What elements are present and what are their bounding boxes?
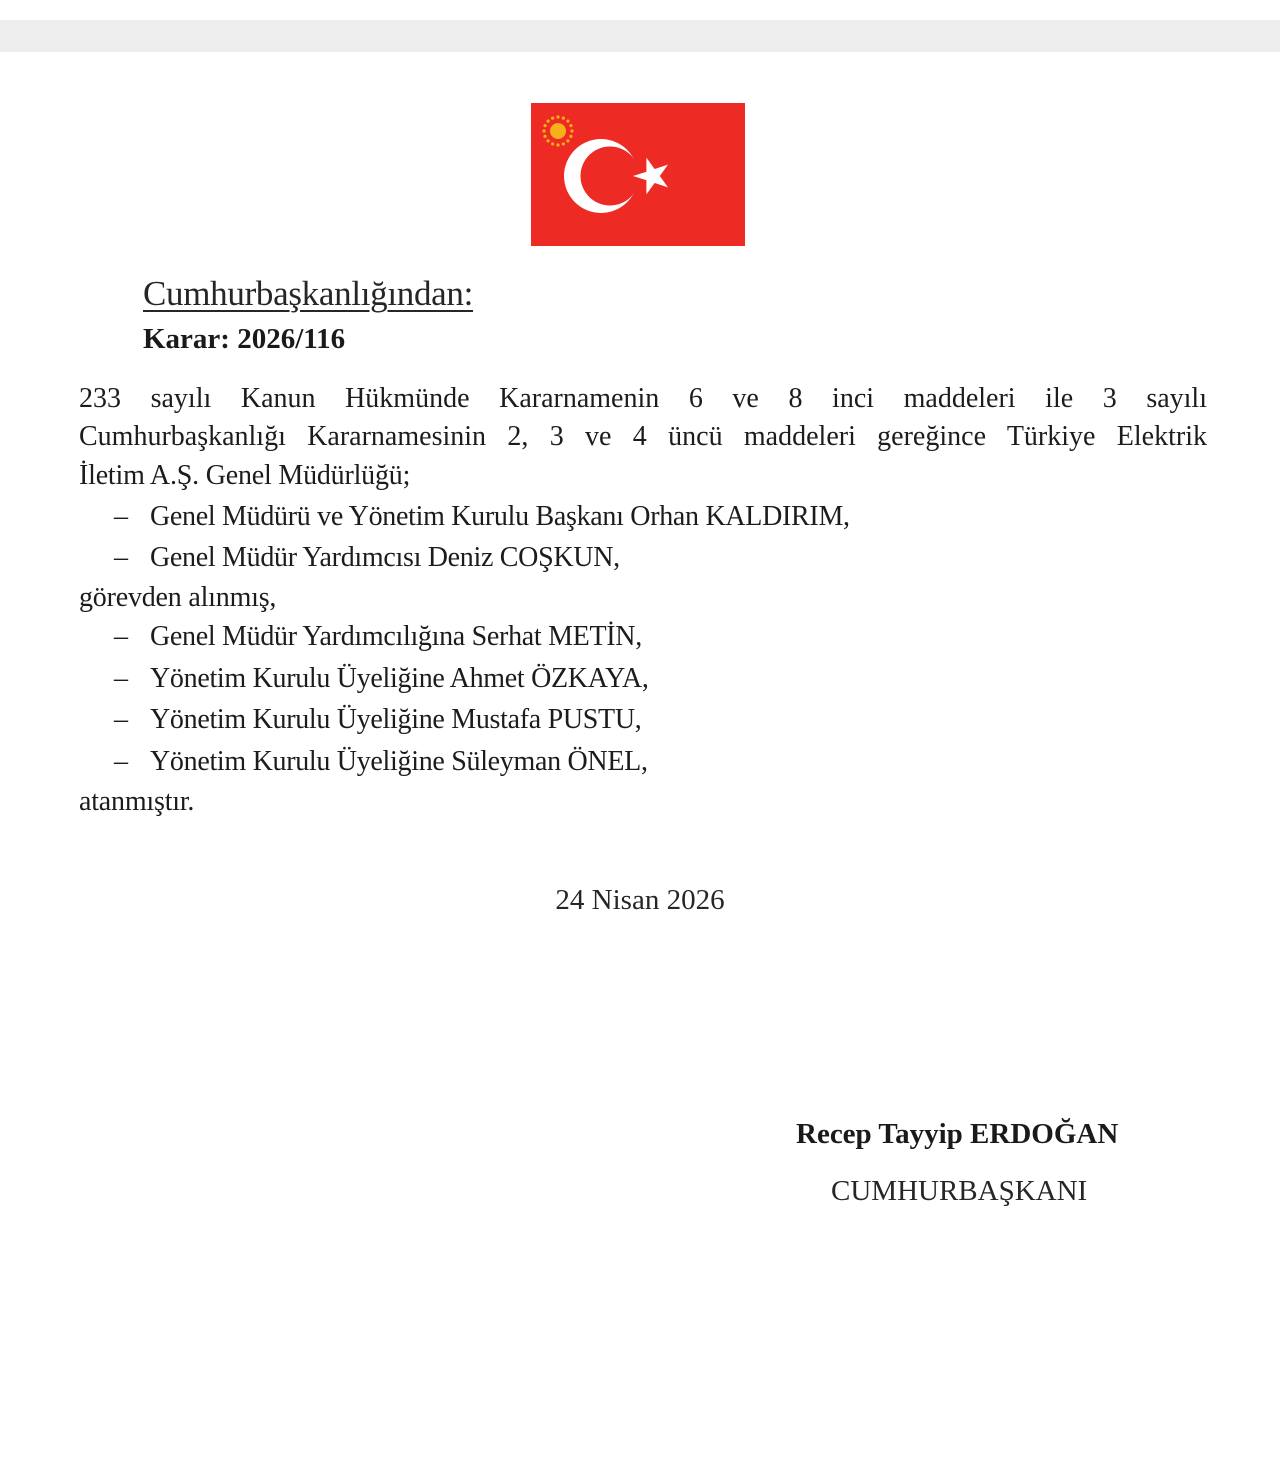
appointment-text: Yönetim Kurulu Üyeliğine Ahmet ÖZKAYA, xyxy=(150,663,649,694)
dismissal-conclusion: görevden alınmış, xyxy=(79,582,277,613)
appointment-conclusion: atanmıştır. xyxy=(79,786,195,817)
signatory-name: Recep Tayyip ERDOĞAN xyxy=(796,1118,1119,1150)
crescent-inner xyxy=(581,147,640,206)
dismissal-text: Genel Müdürü ve Yönetim Kurulu Başkanı Orhan KALDIRIM, xyxy=(150,501,850,532)
emblem-star xyxy=(547,120,550,123)
presidential-flag-icon xyxy=(531,103,745,246)
emblem-star xyxy=(566,120,569,123)
emblem-star xyxy=(562,116,565,119)
appointment-text: Genel Müdür Yardımcılığına Serhat METİN, xyxy=(150,621,642,652)
intro-line-1: 233 sayılı Kanun Hükmünde Kararnamenin 6 ve 8 inci maddeleri ile 3 sayılı xyxy=(79,383,1207,414)
intro-line-3: İletim A.Ş. Genel Müdürlüğü; xyxy=(79,460,411,491)
dash-bullet: – xyxy=(114,704,128,735)
dismissal-item xyxy=(114,501,850,533)
appointment-item xyxy=(114,621,642,653)
emblem-star xyxy=(570,129,573,132)
document-date: 24 Nisan 2026 xyxy=(555,884,725,916)
emblem-star xyxy=(556,115,559,118)
emblem-star xyxy=(542,129,545,132)
dismissal-text: Genel Müdür Yardımcısı Deniz COŞKUN, xyxy=(150,542,620,573)
emblem-star xyxy=(562,142,565,145)
signatory-title: CUMHURBAŞKANI xyxy=(831,1175,1088,1207)
emblem-star xyxy=(543,124,546,127)
emblem-star xyxy=(569,124,572,127)
emblem-star xyxy=(566,139,569,142)
decision-number: Karar: 2026/116 xyxy=(143,323,346,355)
dash-bullet: – xyxy=(114,663,128,694)
emblem-star xyxy=(551,142,554,145)
emblem-star xyxy=(569,135,572,138)
emblem-star xyxy=(547,139,550,142)
appointment-text: Yönetim Kurulu Üyeliğine Süleyman ÖNEL, xyxy=(150,746,648,777)
appointment-text: Yönetim Kurulu Üyeliğine Mustafa PUSTU, xyxy=(150,704,642,735)
issuer-heading: Cumhurbaşkanlığından: xyxy=(143,274,474,313)
top-bar xyxy=(0,20,1280,52)
emblem-star xyxy=(556,143,559,146)
dash-bullet: – xyxy=(114,542,128,573)
dash-bullet: – xyxy=(114,501,128,532)
dash-bullet: – xyxy=(114,746,128,777)
appointment-item xyxy=(114,746,648,778)
intro-line-2: Cumhurbaşkanlığı Kararnamesinin 2, 3 ve 4 üncü maddeleri gereğince Türkiye Elektrik xyxy=(79,421,1207,452)
dash-bullet: – xyxy=(114,621,128,652)
appointment-item xyxy=(114,663,649,695)
appointment-item xyxy=(114,704,641,736)
emblem-star xyxy=(551,116,554,119)
dismissal-item xyxy=(114,542,620,574)
emblem-star xyxy=(543,135,546,138)
